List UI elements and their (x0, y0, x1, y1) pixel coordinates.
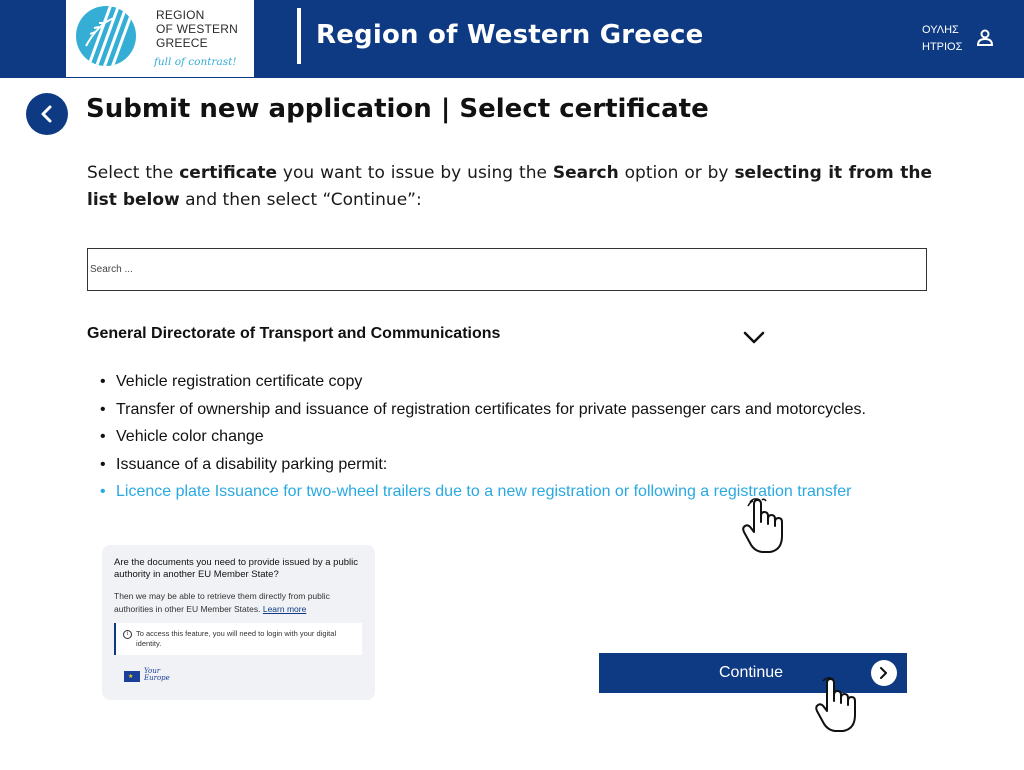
user-name[interactable]: ΟΥΛΗΣ ΗΤΡΙΟΣ (922, 24, 963, 53)
user-icon[interactable] (976, 29, 994, 47)
continue-label: Continue (719, 664, 784, 681)
site-title: Region of Western Greece (316, 20, 704, 50)
chevron-right-icon (871, 660, 897, 686)
logo-text: REGION OF WESTERN GREECE (156, 8, 238, 50)
pointer-hand-icon (740, 498, 792, 556)
your-europe-logo: Your Europe (144, 667, 170, 682)
logo-tagline: full of contrast! (154, 56, 237, 68)
certificate-list (100, 371, 866, 509)
info-icon: i (123, 630, 132, 639)
intro-text: Select the certificate you want to issue by using the Search option or by selecting it from the list below and then select “Continue”: (87, 163, 932, 210)
list-item[interactable]: • Vehicle registration certificate copy (100, 371, 866, 399)
learn-more-link[interactable]: Learn more (262, 604, 307, 614)
list-item[interactable]: • Vehicle color change (100, 426, 866, 454)
eu-card-description: Then we may be able to retrieve them directly from public authorities in other EU Member States. Learn more (114, 591, 330, 614)
chevron-left-icon (37, 104, 57, 124)
eu-card-question: Are the documents you need to provide issued by a public authority in another EU Member State? (114, 557, 358, 580)
search-input[interactable] (87, 248, 927, 291)
logo-emblem-icon (76, 6, 136, 66)
pointer-hand-icon (813, 676, 865, 736)
back-button[interactable] (26, 93, 68, 135)
list-item[interactable]: • Transfer of ownership and issuance of registration certificates for private passenger cars and motorcycles. (100, 399, 866, 427)
header-divider (297, 8, 301, 64)
top-header (0, 0, 1024, 78)
list-item-selected[interactable]: • Licence plate Issuance for two-wheel trailers due to a new registration or following a registration transfer (100, 481, 866, 509)
region-logo[interactable] (66, 0, 254, 77)
eu-card-note-text: To access this feature, you will need to login with your digital identity. (136, 629, 337, 648)
page-title: Submit new application | Select certificate (86, 94, 709, 124)
directorate-title[interactable]: General Directorate of Transport and Communications (87, 325, 501, 342)
eu-flag-icon: ★ (124, 671, 140, 682)
list-item[interactable]: • Issuance of a disability parking permit: (100, 454, 866, 482)
eu-card-note (114, 623, 362, 655)
eu-documents-card (102, 545, 375, 700)
chevron-down-icon[interactable] (743, 331, 765, 345)
